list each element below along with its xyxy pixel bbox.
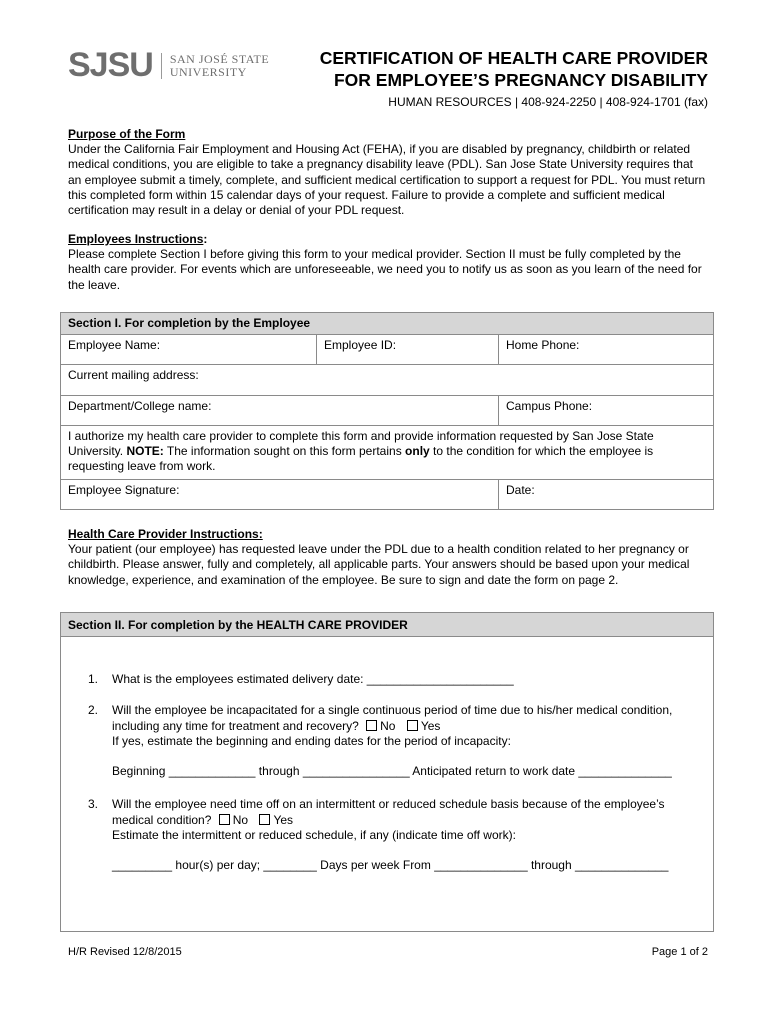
page-title: CERTIFICATION OF HEALTH CARE PROVIDER FOR EMPLOYEE’S PREGNANCY DISABILITY [319, 48, 708, 90]
revision-note: H/R Revised 12/8/2015 [68, 946, 182, 958]
department-field[interactable]: Department/College name: [61, 396, 499, 426]
employee-instructions-heading: Employees Instructions [68, 232, 204, 246]
section2-box [60, 612, 714, 932]
section2-header: Section II. For completion by the HEALTH CARE PROVIDER [61, 613, 713, 637]
q3-yes-checkbox[interactable] [259, 814, 270, 825]
campus-phone-field[interactable]: Campus Phone: [499, 396, 714, 426]
section1-table [60, 312, 714, 510]
logo-mark: SJSU [68, 46, 153, 84]
provider-instructions [68, 527, 708, 588]
purpose-body: Under the California Fair Employment and Housing Act (FEHA), if you are disabled by pregnancy, childbirth or related medical conditions, you are eligible to take a pregnancy disability leave (PDL). San Jose State University requires that an employee submit a timely, complete, and sufficient medical certification to support a request for PDL. You must return this completed form within 15 calendar days of your request. Failure to provide a complete and sufficient medical certification may result in a delay or denial of your PDL request. [68, 142, 706, 218]
employee-instructions: Employees Instructions: Please complete Section I before giving this form to your medical provider. Section II must be fully completed by the health care provider. For events which are unforeseeable, we need you to notify us as soon as you learn of the need for the leave. [68, 232, 708, 293]
employee-name-field[interactable]: Employee Name: [61, 335, 317, 365]
authorization-text: I authorize my health care provider to complete this form and provide information requested by San Jose State University. NOTE: The information sought on this form pertains only to the condition for which the employee is requesting leave from work. [61, 426, 714, 480]
schedule-field[interactable]: _________ hour(s) per day; ________ Days per week From ______________ through ______________ [112, 857, 669, 872]
purpose-section [68, 127, 708, 218]
home-phone-field[interactable]: Home Phone: [499, 335, 714, 365]
q2-no-checkbox[interactable] [366, 720, 377, 731]
mailing-address-field[interactable]: Current mailing address: [61, 365, 714, 396]
q3-no-checkbox[interactable] [219, 814, 230, 825]
provider-instructions-heading: Health Care Provider Instructions: [68, 527, 263, 541]
delivery-date-field[interactable]: What is the employees estimated delivery date: ______________________ [112, 672, 514, 686]
employee-signature-field[interactable]: Employee Signature: [61, 480, 499, 510]
date-field[interactable]: Date: [499, 480, 714, 510]
purpose-heading: Purpose of the Form [68, 127, 186, 141]
question-3: 3. Will the employee need time off on an intermittent or reduced schedule basis because of the employee’s medical condition? No Yes Estimate the intermittent or reduced schedule, if any (indicate time off work): _________ hour(s) per day; ________ Days per week From ______________ through ______________ [88, 797, 708, 873]
question-2: 2. Will the employee be incapacitated for a single continuous period of time due to his/her medical condition, including any time for treatment and recovery? No Yes If yes, estimate the beginning and ending dates for the period of incapacity: Beginning _____________ through ________________ Anticipated return to work date ______________ [88, 703, 708, 779]
employee-instructions-body: Please complete Section I before giving this form to your medical provider. Section II must be fully completed by the health care provider. For events which are unforeseeable, we need you to notify us as soon as you learn of the need for the leave. [68, 247, 702, 292]
page-number: Page 1 of 2 [651, 946, 708, 958]
q2-yes-checkbox[interactable] [407, 720, 418, 731]
sjsu-logo [68, 46, 269, 85]
incapacity-dates-field[interactable]: Beginning _____________ through ________________ Anticipated return to work date ______________ [112, 763, 672, 778]
section1-header: Section I. For completion by the Employee [61, 313, 714, 335]
question-1: 1. What is the employees estimated delivery date: ______________________ [88, 672, 708, 688]
hr-contact: HUMAN RESOURCES | 408-924-2250 | 408-924-1701 (fax) [388, 95, 708, 109]
employee-id-field[interactable]: Employee ID: [317, 335, 499, 365]
provider-instructions-body: Your patient (our employee) has requested leave under the PDL due to a health condition related to her pregnancy or childbirth. Please answer, fully and completely, all applicable parts. Your answers should be based upon your medical knowledge, experience, and examination of the employee. Be sure to sign and date the form on page 2. [68, 542, 690, 587]
logo-name: SAN JOSÉ STATE UNIVERSITY [161, 53, 269, 79]
